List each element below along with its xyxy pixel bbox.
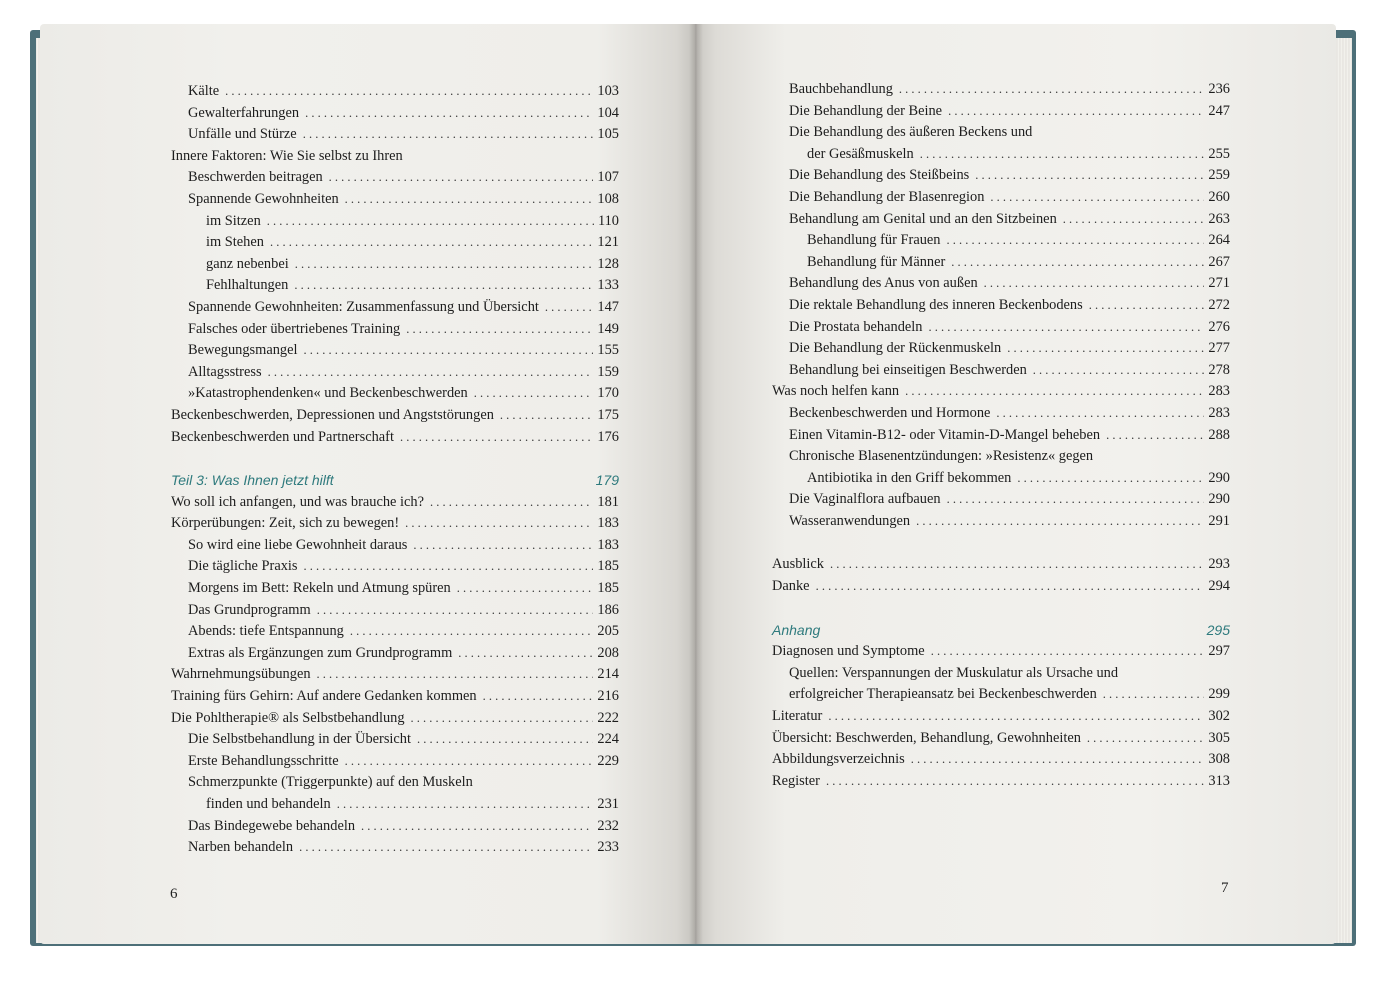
toc-entry-page: 229 (597, 752, 619, 769)
toc-entry (772, 489, 1230, 511)
toc-entry-page: 278 (1208, 361, 1230, 378)
toc-entry (772, 165, 1230, 187)
toc-entry (772, 749, 1230, 771)
toc-entry-title: Chronische Blasenentzündungen: »Resistenz« gegen (789, 448, 1094, 465)
dot-leader (295, 254, 594, 276)
toc-entry (772, 79, 1230, 101)
toc-entry-title: Alltagsstress (188, 363, 262, 380)
toc-entry-page: 183 (597, 515, 619, 532)
dot-leader (899, 79, 1205, 101)
dot-leader (317, 664, 594, 686)
toc-entry-title: Behandlung des Anus von außen (789, 275, 978, 292)
toc-entry (772, 381, 1230, 403)
right-page (696, 24, 1336, 944)
toc-entry-page: 288 (1208, 426, 1230, 443)
toc-entry-page: 264 (1208, 232, 1230, 249)
table-of-contents-right (772, 79, 1230, 792)
toc-entry (772, 360, 1230, 382)
toc-entry-title: Das Grundprogramm (188, 601, 311, 618)
section-spacer (772, 532, 1230, 554)
dot-leader (916, 511, 1204, 533)
toc-entry (171, 794, 619, 816)
toc-entry (772, 641, 1230, 663)
toc-entry-page: 276 (1208, 318, 1230, 335)
toc-entry-title: im Sitzen (206, 212, 261, 229)
toc-entry-title: Spannende Gewohnheiten: Zusammenfassung und Übersicht (188, 298, 539, 315)
toc-entry-page: 181 (597, 493, 619, 510)
toc-entry (171, 664, 619, 686)
toc-entry-title: Danke (772, 578, 810, 595)
toc-entry-title: Behandlung am Genital und an den Sitzbeinen (789, 210, 1057, 227)
toc-entry-title: Beckenbeschwerden und Hormone (789, 404, 991, 421)
toc-entry-page: 263 (1208, 210, 1230, 227)
section-spacer (772, 598, 1230, 620)
dot-leader (975, 165, 1204, 187)
toc-entry (772, 317, 1230, 339)
toc-entry (171, 232, 619, 254)
toc-entry-page: 176 (597, 428, 619, 445)
toc-entry-title: Die Behandlung des äußeren Beckens und (789, 124, 1033, 141)
toc-entry (772, 209, 1230, 231)
toc-entry (772, 468, 1230, 490)
toc-entry-page: 103 (597, 83, 619, 99)
toc-entry-title: Abbildungsverzeichnis (772, 751, 905, 768)
dot-leader (500, 405, 593, 427)
toc-entry-page: 293 (1208, 556, 1230, 573)
toc-entry-page: 232 (597, 817, 619, 834)
toc-entry-page: 222 (597, 709, 619, 726)
toc-entry-title: Kälte (188, 83, 220, 99)
toc-entry-title: Die rektale Behandlung des inneren Beckenbodens (789, 296, 1083, 313)
toc-entry-title: Die Behandlung der Blasenregion (789, 188, 985, 205)
toc-entry (171, 319, 619, 341)
toc-entry (171, 837, 619, 859)
toc-entry (171, 427, 619, 449)
toc-entry (772, 187, 1230, 209)
toc-entry (171, 513, 619, 535)
dot-leader (1103, 684, 1205, 706)
toc-entry-title: ganz nebenbei (206, 255, 289, 272)
toc-entry-page: 302 (1208, 708, 1230, 725)
toc-entry (171, 686, 619, 708)
toc-entry-title: Anhang (772, 621, 821, 638)
dot-leader (1033, 360, 1205, 382)
toc-entry-page: 107 (597, 169, 619, 186)
toc-entry-page: 183 (597, 536, 619, 553)
toc-entry-title: Narben behandeln (188, 839, 294, 856)
toc-entry-title: Einen Vitamin-B12- oder Vitamin-D-Mangel beheben (789, 426, 1101, 443)
toc-entry (171, 772, 619, 794)
left-page (40, 24, 696, 944)
dot-leader (400, 427, 593, 449)
toc-entry (171, 211, 619, 233)
toc-entry-title: Wahrnehmungsübungen (171, 666, 311, 683)
dot-leader (951, 252, 1204, 274)
toc-entry-title: Training fürs Gehirn: Auf andere Gedanken kommen (171, 688, 477, 705)
toc-entry-page: 105 (597, 126, 619, 143)
dot-leader (417, 729, 593, 751)
dot-leader (1087, 728, 1204, 750)
toc-entry-page: 291 (1208, 512, 1230, 529)
toc-entry-title: finden und behandeln (206, 796, 331, 812)
toc-entry (772, 684, 1230, 706)
toc-entry (171, 729, 619, 751)
toc-entry-title: Abends: tiefe Entspannung (188, 623, 344, 640)
toc-entry-page: 308 (1208, 751, 1230, 768)
toc-entry-title: Beckenbeschwerden und Partnerschaft (171, 428, 394, 445)
dot-leader (1063, 209, 1205, 231)
toc-entry-page: 185 (597, 580, 619, 597)
dot-leader (990, 187, 1204, 209)
toc-entry (171, 492, 619, 514)
toc-entry-page: 297 (1208, 643, 1230, 660)
toc-entry (171, 556, 619, 578)
dot-leader (947, 489, 1205, 511)
toc-entry-page: 155 (597, 342, 619, 359)
toc-entry-page: 121 (597, 234, 619, 251)
dot-leader (931, 641, 1205, 663)
toc-entry-title: Behandlung bei einseitigen Beschwerden (789, 361, 1027, 378)
toc-entry (772, 728, 1230, 750)
dot-leader (920, 144, 1205, 166)
dot-leader (337, 794, 594, 816)
dot-leader (474, 383, 594, 405)
dot-leader (826, 771, 1204, 793)
toc-entry (171, 578, 619, 600)
toc-entry-title: Unfälle und Stürze (188, 126, 297, 143)
toc-entry-title: Teil 3: Was Ihnen jetzt hilft (171, 472, 334, 489)
toc-entry-page: 179 (595, 472, 619, 489)
dot-leader (406, 319, 593, 341)
table-of-contents-left (171, 81, 619, 859)
toc-entry-page: 159 (597, 363, 619, 380)
toc-entry-page: 295 (1206, 621, 1230, 638)
toc-entry-title: Die Pohltherapie® als Selbstbehandlung (171, 709, 405, 726)
toc-entry-title: Die Behandlung des Steißbeins (789, 167, 970, 184)
toc-entry (772, 101, 1230, 123)
toc-entry (171, 362, 619, 384)
dot-leader (1017, 468, 1204, 490)
toc-entry-title: Falsches oder übertriebenes Training (188, 320, 401, 337)
dot-leader (317, 600, 594, 622)
toc-entry-page: 277 (1208, 340, 1230, 357)
dot-leader (294, 275, 593, 297)
toc-section-heading (171, 470, 619, 492)
toc-entry-title: Bauchbehandlung (789, 81, 893, 97)
toc-entry-page: 294 (1208, 578, 1230, 595)
toc-entry-page: 205 (597, 623, 619, 640)
toc-entry (772, 252, 1230, 274)
toc-entry-page: 290 (1208, 491, 1230, 508)
toc-section-heading (772, 620, 1230, 642)
toc-entry-title: Körperübungen: Zeit, sich zu bewegen! (171, 515, 400, 532)
toc-entry-page: 149 (597, 320, 619, 337)
toc-entry (772, 144, 1230, 166)
toc-entry (171, 189, 619, 211)
toc-entry-title: Spannende Gewohnheiten (188, 190, 339, 207)
toc-entry (171, 340, 619, 362)
dot-leader (270, 232, 593, 254)
toc-entry-page: 186 (597, 601, 619, 618)
toc-entry (171, 600, 619, 622)
toc-entry (171, 81, 619, 103)
toc-entry-page: 216 (597, 688, 619, 705)
toc-entry (772, 663, 1230, 685)
dot-leader (996, 403, 1204, 425)
toc-entry (171, 751, 619, 773)
toc-entry-page: 185 (597, 558, 619, 575)
toc-entry-page: 231 (597, 796, 619, 812)
toc-entry-title: Morgens im Bett: Rekeln und Atmung spüren (188, 580, 451, 597)
dot-leader (1106, 425, 1204, 447)
dot-leader (345, 751, 594, 773)
dot-leader (458, 643, 593, 665)
toc-entry-page: 283 (1208, 404, 1230, 421)
toc-entry (772, 230, 1230, 252)
toc-entry (772, 122, 1230, 144)
page-number: 7 (1221, 880, 1229, 896)
toc-entry-title: Die Behandlung der Beine (789, 102, 943, 119)
toc-entry-title: Innere Faktoren: Wie Sie selbst zu Ihren (171, 147, 403, 164)
toc-entry-title: erfolgreicher Therapieansatz bei Beckenbeschwerden (789, 686, 1097, 703)
toc-entry-page: 104 (597, 104, 619, 121)
toc-entry-title: Was noch helfen kann (772, 383, 900, 400)
toc-entry-title: der Gesäßmuskeln (807, 145, 914, 162)
toc-entry-page: 175 (597, 406, 619, 423)
toc-entry-page: 305 (1208, 729, 1230, 746)
toc-entry-title: Die Prostata behandeln (789, 318, 923, 335)
toc-entry-page: 108 (597, 190, 619, 207)
toc-entry-page: 313 (1208, 772, 1230, 789)
toc-entry-page: 290 (1208, 469, 1230, 486)
toc-entry (171, 621, 619, 643)
toc-entry-title: Gewalterfahrungen (188, 104, 300, 121)
dot-leader (225, 81, 593, 103)
toc-entry-title: Quellen: Verspannungen der Muskulatur als Ursache und (789, 664, 1119, 681)
toc-entry-page: 260 (1208, 188, 1230, 205)
toc-entry (171, 146, 619, 168)
toc-entry-title: Antibiotika in den Griff bekommen (807, 469, 1012, 486)
toc-entry (772, 511, 1230, 533)
toc-entry (772, 295, 1230, 317)
toc-entry-page: 214 (597, 666, 619, 683)
dot-leader (816, 576, 1205, 598)
toc-entry-title: Übersicht: Beschwerden, Behandlung, Gewohnheiten (772, 729, 1081, 746)
toc-entry (772, 273, 1230, 295)
toc-entry-title: Fehlhaltungen (206, 277, 289, 294)
toc-entry-title: Wasseranwendungen (789, 512, 911, 529)
dot-leader (828, 706, 1204, 728)
dot-leader (1089, 295, 1205, 317)
toc-entry-title: Literatur (772, 708, 823, 725)
dot-leader (830, 554, 1204, 576)
dot-leader (345, 189, 594, 211)
dot-leader (430, 492, 593, 514)
dot-leader (268, 362, 594, 384)
section-spacer (171, 448, 619, 470)
toc-entry-title: Extras als Ergänzungen zum Grundprogramm (188, 644, 453, 661)
dot-leader (946, 230, 1204, 252)
toc-entry-page: 208 (597, 644, 619, 661)
toc-entry-page: 247 (1208, 102, 1230, 119)
toc-entry-title: im Stehen (206, 234, 264, 251)
toc-entry (171, 816, 619, 838)
toc-entry (772, 446, 1230, 468)
toc-entry-page: 170 (597, 385, 619, 402)
dot-leader (1007, 338, 1204, 360)
toc-entry (772, 554, 1230, 576)
dot-leader (928, 317, 1204, 339)
toc-entry-page: 299 (1208, 686, 1230, 703)
toc-entry (772, 771, 1230, 793)
dot-leader (411, 708, 594, 730)
toc-entry (171, 103, 619, 125)
toc-entry-page: 259 (1208, 167, 1230, 184)
toc-entry (171, 643, 619, 665)
dot-leader (304, 340, 594, 362)
dot-leader (305, 103, 593, 125)
toc-entry (171, 383, 619, 405)
toc-entry (772, 576, 1230, 598)
toc-entry (772, 403, 1230, 425)
toc-entry-title: Die Behandlung der Rückenmuskeln (789, 340, 1002, 357)
page-number: 6 (170, 886, 178, 902)
dot-leader (948, 101, 1204, 123)
toc-entry-page: 133 (597, 277, 619, 294)
dot-leader (457, 578, 594, 600)
toc-entry-title: Behandlung für Männer (807, 253, 946, 270)
dot-leader (483, 686, 594, 708)
dot-leader (361, 816, 593, 838)
toc-entry-page: 272 (1208, 296, 1230, 313)
dot-leader (984, 273, 1205, 295)
toc-entry (772, 425, 1230, 447)
toc-entry-page: 110 (597, 212, 619, 229)
dot-leader (413, 535, 593, 557)
dot-leader (304, 556, 594, 578)
toc-entry (171, 405, 619, 427)
toc-entry-page: 283 (1208, 383, 1230, 400)
toc-entry (171, 297, 619, 319)
toc-entry-title: Die Vaginalflora aufbauen (789, 491, 941, 508)
dot-leader (911, 749, 1205, 771)
toc-entry-title: Die Selbstbehandlung in der Übersicht (188, 731, 412, 748)
toc-entry-page: 255 (1208, 145, 1230, 162)
toc-entry-title: Register (772, 772, 820, 789)
toc-entry (772, 706, 1230, 728)
toc-entry (171, 535, 619, 557)
toc-entry-title: Diagnosen und Symptome (772, 643, 925, 660)
toc-entry-title: Behandlung für Frauen (807, 232, 941, 249)
toc-entry-title: Schmerzpunkte (Triggerpunkte) auf den Muskeln (188, 774, 473, 791)
toc-entry (171, 275, 619, 297)
dot-leader (405, 513, 593, 535)
toc-entry-page: 267 (1208, 253, 1230, 270)
toc-entry-title: So wird eine liebe Gewohnheit daraus (188, 536, 408, 553)
toc-entry-title: Beschwerden beitragen (188, 169, 323, 186)
toc-entry-page: 224 (597, 731, 619, 748)
toc-entry-title: Das Bindegewebe behandeln (188, 817, 356, 834)
toc-entry-title: »Katastrophendenken« und Beckenbeschwerden (188, 385, 468, 402)
dot-leader (905, 381, 1204, 403)
toc-entry-title: Beckenbeschwerden, Depressionen und Angststörungen (171, 406, 494, 423)
toc-entry (772, 338, 1230, 360)
toc-entry-page: 128 (597, 255, 619, 272)
dot-leader (350, 621, 594, 643)
dot-leader (303, 124, 594, 146)
toc-entry-title: Bewegungsmangel (188, 342, 298, 359)
dot-leader (329, 167, 594, 189)
toc-entry (171, 254, 619, 276)
toc-entry-title: Ausblick (772, 556, 824, 573)
dot-leader (267, 211, 594, 233)
toc-entry (171, 708, 619, 730)
dot-leader (545, 297, 594, 319)
toc-entry (171, 167, 619, 189)
toc-entry-page: 147 (597, 298, 619, 315)
book-gutter (689, 24, 703, 944)
toc-entry-page: 233 (597, 839, 619, 856)
dot-leader (299, 837, 593, 859)
toc-entry-page: 271 (1208, 275, 1230, 292)
toc-entry-page: 236 (1208, 81, 1230, 97)
toc-entry-title: Erste Behandlungsschritte (188, 752, 339, 769)
toc-entry-title: Die tägliche Praxis (188, 558, 298, 575)
toc-entry (171, 124, 619, 146)
toc-entry-title: Wo soll ich anfangen, und was brauche ich? (171, 493, 424, 510)
